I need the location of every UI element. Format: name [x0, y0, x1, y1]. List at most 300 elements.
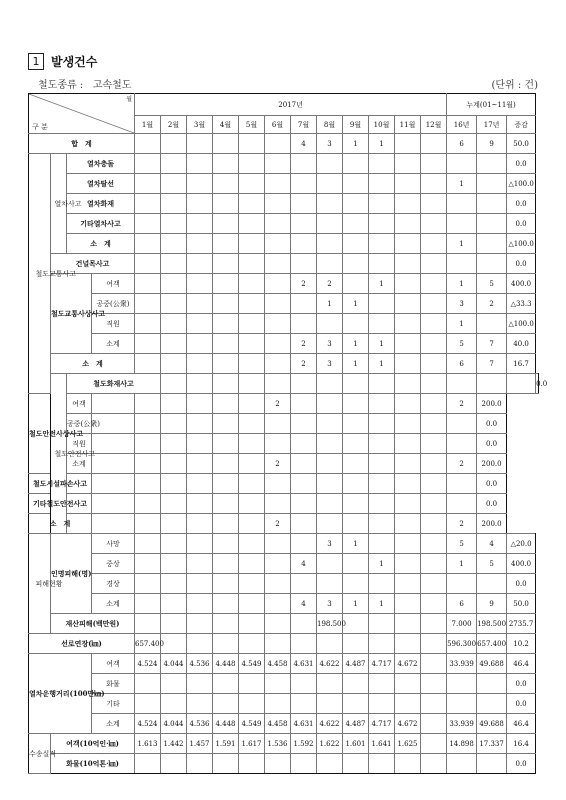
- table-row: [29, 194, 539, 214]
- total-month-10: 1: [369, 134, 395, 154]
- a_public-cum-1: 2: [477, 294, 507, 314]
- injury-subtotal-label: 소계: [92, 594, 135, 614]
- table-row: [29, 314, 539, 334]
- property-month-8: 198.500: [317, 614, 343, 634]
- a_passenger-month-4: [213, 274, 239, 294]
- km_subtotal-month-11: 4.672: [395, 714, 421, 734]
- traffic_subtotal-month-9: 1: [343, 354, 369, 374]
- month-header-7: 7월: [291, 116, 317, 134]
- property-month-1: [135, 614, 161, 634]
- line_length-month-3: [187, 634, 213, 654]
- table-row: [29, 474, 539, 494]
- b_staff-month-12: [395, 434, 421, 454]
- total-month-6: [265, 134, 291, 154]
- safety_subtotal-cum-2: 200.0: [477, 514, 507, 534]
- b_staff-month-6: [239, 434, 265, 454]
- injury-group: 인명피해(명): [51, 534, 92, 614]
- facility_damage-cum-2: 0.0: [477, 474, 507, 494]
- train_subtotal-cum-0: 1: [447, 234, 477, 254]
- b_staff-month-7: [265, 434, 291, 454]
- minor-month-6: [265, 574, 291, 594]
- km_freight-month-4: [213, 674, 239, 694]
- train_derail-month-11: [395, 174, 421, 194]
- a_passenger-cum-1: 5: [477, 274, 507, 294]
- train-collision-label: 열차충돌: [67, 154, 135, 174]
- facility_damage-cum-0: [421, 474, 447, 494]
- km_other-month-2: [161, 694, 187, 714]
- b_public-month-8: [291, 414, 317, 434]
- transport-group: 수송실적: [29, 734, 51, 774]
- death-label: 사망: [92, 534, 135, 554]
- km_passenger-cum-0: 33.939: [447, 654, 477, 674]
- train_other-month-1: [135, 214, 161, 234]
- facility_damage-month-10: [343, 474, 369, 494]
- rail_fire-cum-0: [477, 374, 507, 394]
- month-header-3: 3월: [187, 116, 213, 134]
- a_passenger-month-2: [161, 274, 187, 294]
- train_other-month-9: [343, 214, 369, 234]
- a_subtotal-month-9: 1: [343, 334, 369, 354]
- train_collision-month-11: [395, 154, 421, 174]
- a_staff-month-6: [265, 314, 291, 334]
- train_fire-month-7: [291, 194, 317, 214]
- table-row: [29, 494, 539, 514]
- facility_damage-month-1: [92, 474, 135, 494]
- damage-group-text: 피해현황: [35, 579, 63, 588]
- cum-header-0: 16년: [447, 116, 477, 134]
- a_staff-cum-0: 1: [447, 314, 477, 334]
- crossing-month-5: [239, 254, 265, 274]
- b_public-month-6: [239, 414, 265, 434]
- corner-top-label: 월: [126, 96, 132, 103]
- b_staff-month-8: [291, 434, 317, 454]
- b_subtotal-month-9: [317, 454, 343, 474]
- month-header-1: 1월: [135, 116, 161, 134]
- damage-group: [29, 534, 63, 634]
- safety_subtotal-month-3: [161, 514, 187, 534]
- b_passenger-month-2: [135, 394, 161, 414]
- table-row: [29, 634, 539, 654]
- section-number: 1: [28, 53, 44, 70]
- total-month-3: [187, 134, 213, 154]
- traffic_subtotal-month-8: 3: [317, 354, 343, 374]
- a_public-month-4: [213, 294, 239, 314]
- km_other-cum-1: [477, 694, 507, 714]
- crossing-month-1: [135, 254, 161, 274]
- month-header-10: 10월: [369, 116, 395, 134]
- b_subtotal-cum-0: [421, 454, 447, 474]
- a_public-month-3: [187, 294, 213, 314]
- train_fire-month-6: [265, 194, 291, 214]
- b_subtotal-month-12: [395, 454, 421, 474]
- table-row: [29, 394, 539, 414]
- line_length-month-10: [369, 634, 395, 654]
- km_subtotal-cum-0: 33.939: [447, 714, 477, 734]
- train_subtotal-month-3: [187, 234, 213, 254]
- total-month-5: [239, 134, 265, 154]
- crossing-month-10: [369, 254, 395, 274]
- b_staff-month-10: [343, 434, 369, 454]
- train-subtotal-label: 소 계: [67, 234, 135, 254]
- tr_passenger-month-7: 1.592: [291, 734, 317, 754]
- table-row: [29, 134, 539, 154]
- tr_passenger-month-12: [421, 734, 447, 754]
- traffic_subtotal-month-11: [395, 354, 421, 374]
- km_subtotal-month-12: [421, 714, 447, 734]
- facility_damage-month-12: [395, 474, 421, 494]
- train_subtotal-month-8: [317, 234, 343, 254]
- km_freight-month-5: [239, 674, 265, 694]
- b_passenger-month-6: [239, 394, 265, 414]
- km_freight-month-11: [395, 674, 421, 694]
- property-cum-0: 7.000: [447, 614, 477, 634]
- train_other-cum-2: 0.0: [507, 214, 536, 234]
- b_staff-cum-1: [447, 434, 477, 454]
- train_fire-cum-1: [477, 194, 507, 214]
- a-subtotal-label: 소계: [92, 334, 135, 354]
- other_safety-cum-0: [421, 494, 447, 514]
- crossing-cum-1: [477, 254, 507, 274]
- km_freight-cum-2: 0.0: [507, 674, 536, 694]
- b_public-cum-1: [447, 414, 477, 434]
- train_collision-month-3: [187, 154, 213, 174]
- km_freight-month-7: [291, 674, 317, 694]
- other-safety-label: 기타철도안전사고: [29, 494, 92, 514]
- injury_subtotal-month-11: [395, 594, 421, 614]
- other_safety-cum-1: [447, 494, 477, 514]
- injury_subtotal-cum-0: 6: [447, 594, 477, 614]
- km_freight-month-3: [187, 674, 213, 694]
- crossing-month-7: [291, 254, 317, 274]
- train_fire-month-11: [395, 194, 421, 214]
- minor-month-5: [239, 574, 265, 594]
- table-row: [29, 714, 539, 734]
- cumulative-header: 누계(01~11월): [447, 94, 536, 116]
- tr_passenger-month-3: 1.457: [187, 734, 213, 754]
- injury_subtotal-month-12: [421, 594, 447, 614]
- tr_freight-month-12: [421, 754, 447, 774]
- minor-month-7: [291, 574, 317, 594]
- train_fire-month-4: [213, 194, 239, 214]
- train_derail-month-9: [343, 174, 369, 194]
- a_public-month-6: [265, 294, 291, 314]
- table-row: [29, 754, 539, 774]
- table-row: [29, 734, 539, 754]
- cum-header-1: 17년: [477, 116, 507, 134]
- death-month-7: [291, 534, 317, 554]
- total-month-12: [421, 134, 447, 154]
- rail_fire-month-1: [161, 374, 187, 394]
- train_derail-month-6: [265, 174, 291, 194]
- km_other-month-4: [213, 694, 239, 714]
- traffic_subtotal-cum-0: 6: [447, 354, 477, 374]
- tr_freight-cum-1: [477, 754, 507, 774]
- a_public-month-9: 1: [343, 294, 369, 314]
- table-row: [29, 534, 539, 554]
- other_safety-month-7: [265, 494, 291, 514]
- b_subtotal-month-4: [187, 454, 213, 474]
- total-month-11: [395, 134, 421, 154]
- a_passenger-month-12: [421, 274, 447, 294]
- km_subtotal-month-1: 4.524: [135, 714, 161, 734]
- property-month-6: [265, 614, 291, 634]
- a_staff-month-2: [161, 314, 187, 334]
- month-header-9: 9월: [343, 116, 369, 134]
- km_passenger-cum-2: 46.4: [507, 654, 536, 674]
- month-header-8: 8월: [317, 116, 343, 134]
- other_safety-month-5: [213, 494, 239, 514]
- a_staff-month-12: [421, 314, 447, 334]
- train-derail-label: 열차탈선: [67, 174, 135, 194]
- serious-month-10: 1: [369, 554, 395, 574]
- km_passenger-month-8: 4.622: [317, 654, 343, 674]
- train_subtotal-month-10: [369, 234, 395, 254]
- header-corner: [29, 94, 135, 134]
- rail_fire-month-12: [447, 374, 477, 394]
- train_fire-month-8: [317, 194, 343, 214]
- a_subtotal-cum-2: 40.0: [507, 334, 536, 354]
- rail_fire-month-8: [343, 374, 369, 394]
- safety_subtotal-cum-0: [421, 514, 447, 534]
- traffic_subtotal-month-12: [421, 354, 447, 374]
- km_passenger-month-5: 4.549: [239, 654, 265, 674]
- property-month-12: [421, 614, 447, 634]
- a_public-month-11: [395, 294, 421, 314]
- serious-month-6: [265, 554, 291, 574]
- b_public-month-4: [187, 414, 213, 434]
- table-row: [29, 94, 539, 116]
- line_length-month-2: [161, 634, 187, 654]
- train-fire-label: 열차화재: [67, 194, 135, 214]
- a-staff-label: 직원: [92, 314, 135, 334]
- death-month-5: [239, 534, 265, 554]
- a_public-month-5: [239, 294, 265, 314]
- injury_subtotal-month-1: [135, 594, 161, 614]
- total-month-1: [135, 134, 161, 154]
- a_passenger-month-6: [265, 274, 291, 294]
- train_derail-month-2: [161, 174, 187, 194]
- minor-month-1: [135, 574, 161, 594]
- traffic_subtotal-month-7: 2: [291, 354, 317, 374]
- a_staff-month-9: [343, 314, 369, 334]
- minor-cum-0: [447, 574, 477, 594]
- b_passenger-month-3: [161, 394, 187, 414]
- tr_passenger-month-5: 1.617: [239, 734, 265, 754]
- a_passenger-month-8: 2: [317, 274, 343, 294]
- train_subtotal-month-7: [291, 234, 317, 254]
- total-cum-0: 6: [447, 134, 477, 154]
- property-month-4: [213, 614, 239, 634]
- table-row: [29, 214, 539, 234]
- train_other-month-12: [421, 214, 447, 234]
- table-row: [29, 594, 539, 614]
- death-month-11: [395, 534, 421, 554]
- crossing-cum-0: [447, 254, 477, 274]
- train_collision-month-1: [135, 154, 161, 174]
- train_collision-month-9: [343, 154, 369, 174]
- facility_damage-month-5: [213, 474, 239, 494]
- traffic-subtotal-label: 소 계: [51, 354, 135, 374]
- total-label: 합 계: [29, 134, 135, 154]
- year-header: 2017년: [135, 94, 447, 116]
- rail_fire-month-5: [265, 374, 291, 394]
- serious-month-11: [395, 554, 421, 574]
- safety_subtotal-month-10: [343, 514, 369, 534]
- line_length-month-4: [213, 634, 239, 654]
- serious-month-1: [135, 554, 161, 574]
- km_other-month-5: [239, 694, 265, 714]
- km_subtotal-month-8: 4.622: [317, 714, 343, 734]
- rail_fire-cum-2: 0.0: [536, 374, 539, 394]
- passenger-km-label: 여객(10억인·㎞): [51, 734, 135, 754]
- km_other-month-9: [343, 694, 369, 714]
- injury_subtotal-cum-2: 50.0: [507, 594, 536, 614]
- minor-month-2: [161, 574, 187, 594]
- facility-damage-label: 철도시설파손사고: [29, 474, 92, 494]
- table-row: [29, 154, 539, 174]
- minor-month-10: [369, 574, 395, 594]
- accident-statistics-table: [28, 93, 548, 774]
- total-month-2: [161, 134, 187, 154]
- other_safety-month-6: [239, 494, 265, 514]
- b-subtotal-label: 소계: [67, 454, 92, 474]
- line_length-month-11: [395, 634, 421, 654]
- train_collision-month-5: [239, 154, 265, 174]
- line-length-label: 선로연장(㎞): [29, 634, 135, 654]
- b_public-month-2: [135, 414, 161, 434]
- month-header-11: 11월: [395, 116, 421, 134]
- km_passenger-month-6: 4.458: [265, 654, 291, 674]
- property-month-9: [343, 614, 369, 634]
- minor-month-12: [421, 574, 447, 594]
- rail_fire-month-9: [369, 374, 395, 394]
- safety_subtotal-month-6: [239, 514, 265, 534]
- death-month-8: 3: [317, 534, 343, 554]
- train_collision-month-4: [213, 154, 239, 174]
- injury_subtotal-month-6: [265, 594, 291, 614]
- b_passenger-month-11: [369, 394, 395, 414]
- a-public-label: 공중(公衆): [92, 294, 135, 314]
- safety_subtotal-month-7: 2: [265, 514, 291, 534]
- b_public-month-7: [265, 414, 291, 434]
- b_passenger-cum-1: 2: [447, 394, 477, 414]
- b_public-cum-0: [421, 414, 447, 434]
- b_passenger-month-4: [187, 394, 213, 414]
- b_passenger-month-5: [213, 394, 239, 414]
- a_staff-cum-1: [477, 314, 507, 334]
- serious-month-5: [239, 554, 265, 574]
- facility_damage-cum-1: [447, 474, 477, 494]
- a_public-cum-0: 3: [447, 294, 477, 314]
- train_other-month-6: [265, 214, 291, 234]
- serious-cum-0: 1: [447, 554, 477, 574]
- other_safety-month-9: [317, 494, 343, 514]
- property-cum-2: 2735.7: [507, 614, 536, 634]
- train-accident-group-text: 열차사고: [54, 199, 82, 208]
- km_other-cum-0: [447, 694, 477, 714]
- km_other-month-11: [395, 694, 421, 714]
- b_public-month-9: [317, 414, 343, 434]
- tr_passenger-month-9: 1.601: [343, 734, 369, 754]
- other_safety-month-12: [395, 494, 421, 514]
- rail_fire-month-4: [239, 374, 265, 394]
- minor-label: 경상: [92, 574, 135, 594]
- b_subtotal-month-1: [92, 454, 135, 474]
- other_safety-cum-2: 0.0: [477, 494, 507, 514]
- crossing-month-11: [395, 254, 421, 274]
- serious-month-12: [421, 554, 447, 574]
- line_length-month-1: 657.400: [135, 634, 161, 654]
- serious-month-7: 4: [291, 554, 317, 574]
- table-row: [29, 234, 539, 254]
- tr_freight-month-3: [187, 754, 213, 774]
- injury_subtotal-month-7: 4: [291, 594, 317, 614]
- tr_passenger-cum-2: 16.4: [507, 734, 536, 754]
- tr_freight-month-5: [239, 754, 265, 774]
- tr_freight-cum-0: [447, 754, 477, 774]
- km_other-month-1: [135, 694, 161, 714]
- table-row: [29, 334, 539, 354]
- death-month-9: 1: [343, 534, 369, 554]
- other_safety-month-3: [161, 494, 187, 514]
- death-month-12: [421, 534, 447, 554]
- death-month-4: [213, 534, 239, 554]
- table-row: [29, 174, 539, 194]
- rail_fire-cum-1: [507, 374, 536, 394]
- a_subtotal-month-4: [213, 334, 239, 354]
- train_other-month-8: [317, 214, 343, 234]
- train_other-month-11: [395, 214, 421, 234]
- km_other-month-3: [187, 694, 213, 714]
- injury_subtotal-month-8: 3: [317, 594, 343, 614]
- facility_damage-month-2: [135, 474, 161, 494]
- table-row: [29, 454, 539, 474]
- traffic_subtotal-cum-1: 7: [477, 354, 507, 374]
- train_other-month-7: [291, 214, 317, 234]
- corner-bottom-label: 구 분: [32, 123, 48, 131]
- month-header-6: 6월: [265, 116, 291, 134]
- property-month-10: [369, 614, 395, 634]
- train_collision-month-12: [421, 154, 447, 174]
- b-public-label: 공중(公衆): [67, 414, 92, 434]
- a-passenger-label: 여객: [92, 274, 135, 294]
- km_passenger-month-3: 4.536: [187, 654, 213, 674]
- facility_damage-month-8: [291, 474, 317, 494]
- km_other-month-12: [421, 694, 447, 714]
- km_freight-month-10: [369, 674, 395, 694]
- freight-km-label: 화물(10억톤·㎞): [51, 754, 135, 774]
- table-row: [29, 674, 539, 694]
- train_other-month-10: [369, 214, 395, 234]
- property-month-7: [291, 614, 317, 634]
- property-month-2: [161, 614, 187, 634]
- train_subtotal-cum-1: [477, 234, 507, 254]
- km_freight-cum-1: [477, 674, 507, 694]
- km_subtotal-month-9: 4.487: [343, 714, 369, 734]
- a_passenger-month-10: 1: [369, 274, 395, 294]
- km_other-cum-2: 0.0: [507, 694, 536, 714]
- train_derail-month-8: [317, 174, 343, 194]
- a_subtotal-month-2: [161, 334, 187, 354]
- rail-type: 철도종류 : 고속철도: [38, 80, 132, 91]
- serious-month-9: [343, 554, 369, 574]
- crossing-month-4: [213, 254, 239, 274]
- total-cum-1: 9: [477, 134, 507, 154]
- train_collision-month-6: [265, 154, 291, 174]
- tr_passenger-month-4: 1.591: [213, 734, 239, 754]
- property-month-5: [239, 614, 265, 634]
- injury_subtotal-month-10: 1: [369, 594, 395, 614]
